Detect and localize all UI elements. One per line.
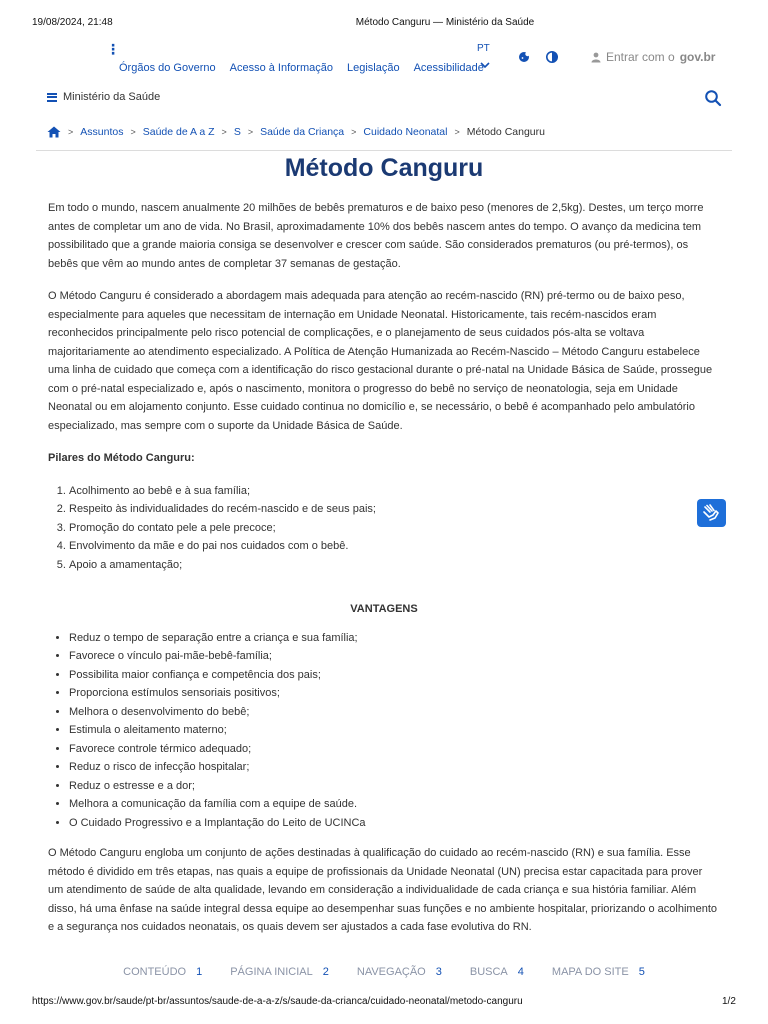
login-button[interactable] [591, 50, 715, 64]
list-item: 2. Respeito às individualidades do recém-nascido e de seus pais; [69, 500, 720, 519]
user-icon [591, 52, 601, 63]
print-page-number: 1/2 [722, 996, 736, 1007]
skip-link[interactable]: NAVEGAÇÃO 3 [356, 966, 442, 978]
site-menu[interactable] [47, 91, 160, 103]
breadcrumb-item[interactable]: Assuntos [80, 126, 124, 138]
list-item: • Proporciona estímulos sensoriais positivos; [69, 684, 720, 703]
breadcrumb-separator: > [221, 127, 227, 137]
login-prefix: Entrar com o [606, 50, 675, 64]
print-url: https://www.gov.br/saude/pt-br/assuntos/saude-de-a-a-z/s/saude-da-crianca/cuidado-neonatal/metodo-canguru [32, 996, 523, 1007]
skip-links [0, 966, 768, 978]
login-brand: gov.br [679, 50, 716, 64]
list-item: 5. Apoio a amamentação; [69, 556, 720, 575]
gov-link-orgaos[interactable]: Órgãos do Governo [119, 62, 216, 74]
list-item: 1. Acolhimento ao bebê e à sua família; [69, 482, 720, 501]
more-options-icon[interactable]: ⋮ [106, 41, 119, 57]
list-item: 4. Envolvimento da mãe e do pai nos cuidados com o bebê. [69, 537, 720, 556]
advantages-heading: VANTAGENS [350, 603, 418, 615]
gov-link-legislacao[interactable]: Legislação [346, 62, 400, 74]
sign-language-button[interactable] [697, 499, 726, 527]
breadcrumb-separator: > [351, 127, 357, 137]
list-item: • Reduz o estresse e a dor; [69, 777, 720, 796]
breadcrumb-item[interactable]: S [233, 126, 241, 138]
closing-paragraph: O Método Canguru engloba um conjunto de ações destinadas à qualificação do cuidado ao recém-nascido (RN) e sua família. Esse método é dividido em três etapas, nas quais a equipe de profissionais da Unidade Neonatal (UN) precisa estar capacitada para prover um atendimento de saúde de alta qualidade, levando em consideração a individualidade de cada criança e sua história familiar. Além disso, há uma ênfase na saúde integral dessa equipe ao desempenhar suas funções e no ambiente hospitalar, priorizando o acolhimento e a segurança nos cuidados neonatais, os quais devem ser ajustados a cada fase evolutiva do RN. [48, 847, 717, 933]
gov-link-acessibilidade[interactable]: Acessibilidade [413, 62, 484, 74]
contrast-icon[interactable] [545, 50, 559, 64]
list-item: • Favorece controle térmico adequado; [69, 740, 720, 759]
article-body [48, 199, 720, 951]
list-item: 3. Promoção do contato pele a pele precoce; [69, 519, 720, 538]
list-item: • Reduz o risco de infecção hospitalar; [69, 758, 720, 777]
breadcrumb-item[interactable]: Cuidado Neonatal [363, 126, 448, 138]
list-item: • Melhora a comunicação da família com a equipe de saúde. [69, 795, 720, 814]
print-datetime: 19/08/2024, 21:48 [32, 17, 113, 28]
skip-link[interactable]: CONTEÚDO 1 [123, 966, 203, 978]
breadcrumb-separator: > [454, 127, 460, 137]
ministry-name[interactable]: Ministério da Saúde [63, 91, 161, 103]
gov-links [119, 62, 484, 74]
print-doc-title: Método Canguru — Ministério da Saúde [355, 17, 535, 28]
skip-link[interactable]: BUSCA 4 [469, 966, 524, 978]
breadcrumb-current: Método Canguru [466, 126, 545, 138]
intro-paragraph: O Método Canguru é considerado a abordagem mais adequada para atenção ao recém-nascido (RN) pré-termo ou de baixo peso, especialmente para aqueles que necessitam de internação em Unidade Neonatal. Historicamente, tais recém-nascidos eram reconhecidos principalmente pelo risco potencial de complicações, e o planejamento de seus cuidados pós-alta se voltava majoritariamente ao atendimento especializado. A Política de Atenção Humanizada ao Recém-Nascido – Método Canguru estabelece uma linha de cuidado que começa com a identificação do risco gestacional durante o pré-natal na Unidade Básica de Saúde, prossegue com o pré-natal especializado e, após o nascimento, monitora o progresso do bebê no serviço de neonatologia, seja em Unidade Neonatal ou em alojamento conjunto. Esse cuidado continua no domicílio e, se necessário, o bebê é acompanhado pelo ambulatório especializado, mas sempre com o suporte da Unidade Básica de Saúde. [48, 290, 713, 432]
pillars-list [48, 482, 720, 575]
breadcrumb-separator: > [130, 127, 136, 137]
language-selector[interactable]: PT [477, 43, 490, 54]
pillars-heading: Pilares do Método Canguru: [48, 452, 195, 464]
list-item: • Possibilita maior confiança e competência dos pais; [69, 666, 720, 685]
breadcrumb-item[interactable]: Saúde da Criança [260, 126, 345, 138]
page-title: Método Canguru [284, 154, 484, 182]
list-item: • Estimula o aleitamento materno; [69, 721, 720, 740]
chevron-down-icon[interactable] [480, 60, 490, 70]
list-item: • Favorece o vínculo pai-mãe-bebê-família; [69, 647, 720, 666]
list-item: • O Cuidado Progressivo e a Implantação do Leito de UCINCa [69, 814, 720, 833]
breadcrumb-item[interactable]: Saúde de A a Z [142, 126, 215, 138]
list-item: • Melhora o desenvolvimento do bebê; [69, 703, 720, 722]
sign-language-icon [702, 504, 722, 522]
intro-paragraph: Em todo o mundo, nascem anualmente 20 milhões de bebês prematuros e de baixo peso (menores de 2,5kg). Destes, um terço morre antes de completar um ano de vida. No Brasil, aproximadamente 10% dos bebês nascem antes do tempo. O avanço da medicina tem possibilitado que a grande maioria consiga se desenvolver e crescer com saúde. São considerados prematuros (ou pré-termos), os bebês que vêm ao mundo antes de completar 37 semanas de gestação. [48, 202, 704, 270]
advantages-list [48, 629, 720, 833]
search-icon[interactable] [704, 89, 722, 107]
cookie-icon[interactable] [517, 50, 531, 64]
divider [36, 150, 732, 151]
skip-link[interactable]: MAPA DO SITE 5 [551, 966, 645, 978]
breadcrumb-separator: > [247, 127, 254, 137]
gov-link-acesso-informacao[interactable]: Acesso à Informação [229, 62, 333, 74]
skip-link[interactable]: PÁGINA INICIAL 2 [230, 966, 329, 978]
list-item: • Reduz o tempo de separação entre a criança e sua família; [69, 629, 720, 648]
breadcrumb [47, 126, 545, 138]
breadcrumb-separator: > [68, 127, 74, 137]
menu-icon[interactable] [47, 93, 57, 102]
home-icon[interactable] [47, 126, 61, 138]
